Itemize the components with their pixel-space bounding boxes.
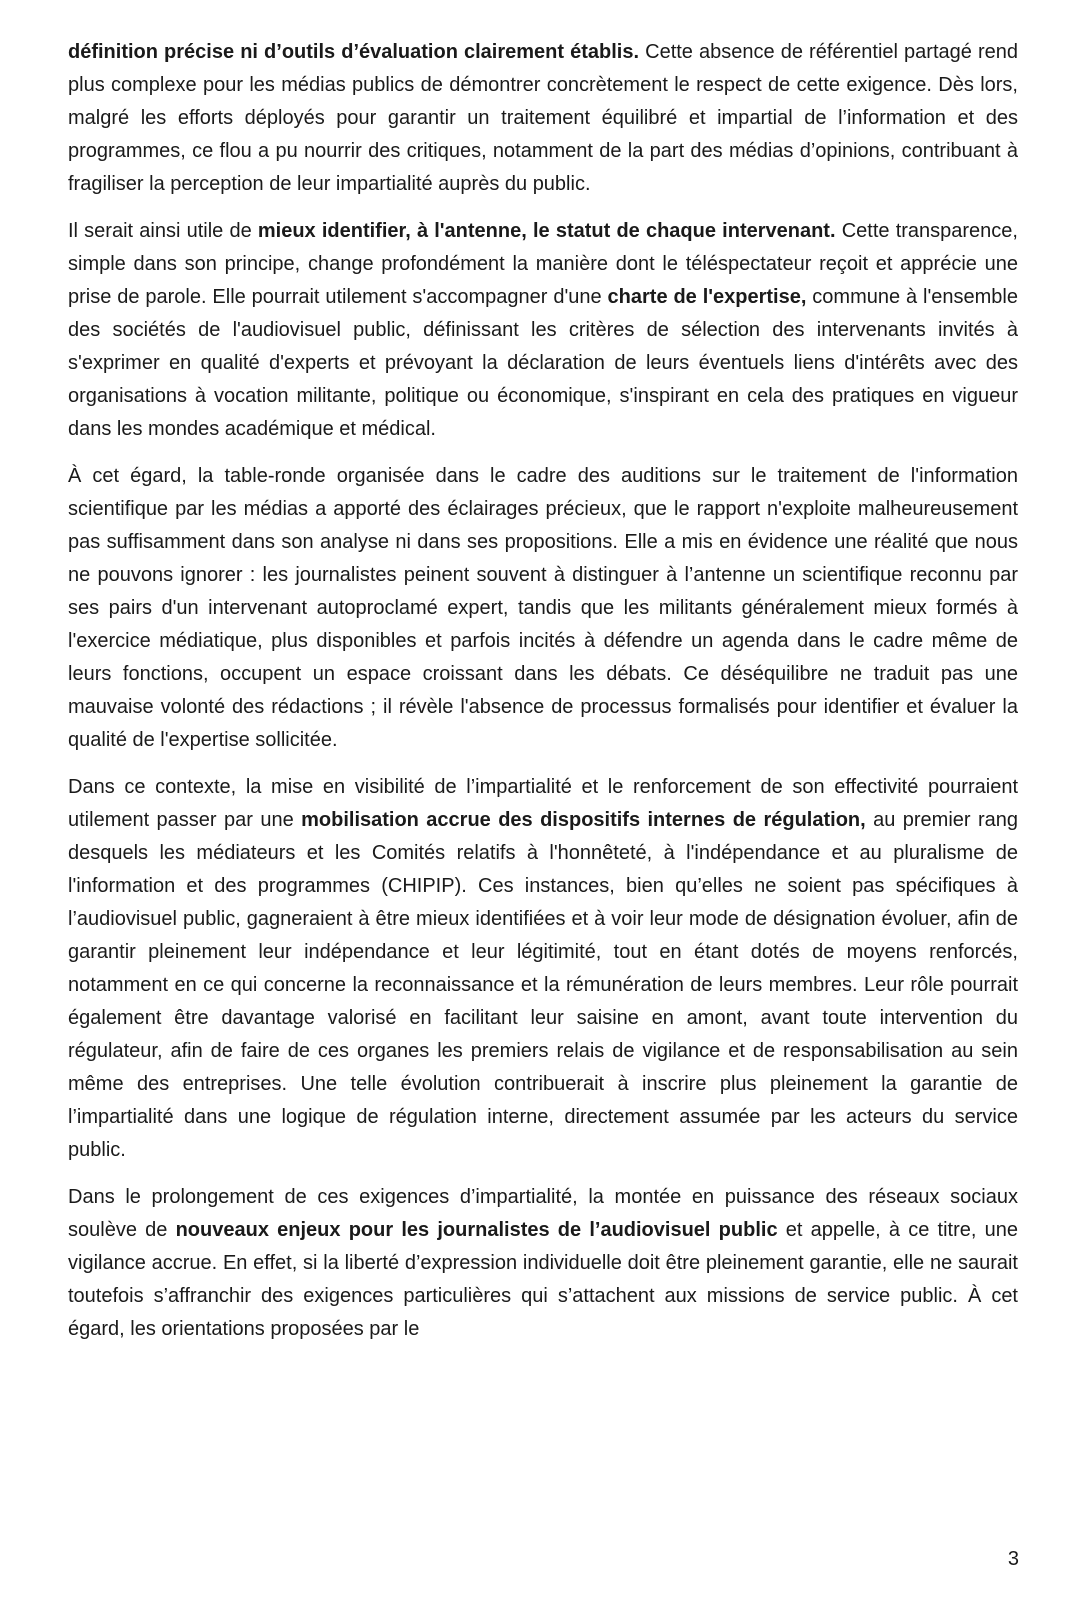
bold-text: mieux identifier, à l'antenne, le statut de chaque intervenant. <box>257 220 836 242</box>
page-number: 3 <box>1007 1548 1019 1570</box>
text: Cette absence de référentiel partagé rend plus complexe pour les médias publics de démontrer concrètement le respect de cette exigence. Dès lors, malgré les efforts déployés pour garantir un traitement équilibré et impartial de l’information et des programmes, ce flou a pu nourrir des critiques, notamment de la part des médias d’opinions, contribuant à fragiliser la perception de leur impartialité auprès du public. <box>68 41 1018 195</box>
text: Dans ce contexte, la mise en visibilité de l’impartialité et le renforcement de son effectivité pourraient utilement passer par une <box>68 776 1018 831</box>
bold-text: nouveaux enjeux pour les journalistes de l’audiovisuel public <box>175 1219 778 1241</box>
text: au premier rang desquels les médiateurs et les Comités relatifs à l'honnêteté, à l'indépendance et au pluralisme de l'information et des programmes (CHIPIP). Ces instances, bien qu’elles ne soient pas spécifiques à l’audiovisuel public, gagneraient à être mieux identifiées et à voir leur mode de désignation évoluer, afin de garantir pleinement leur indépendance et leur légitimité, tout en étant dotés de moyens renforcés, notamment en ce qui concerne la reconnaissance et la rémunération de leurs membres. Leur rôle pourrait également être davantage valorisé en facilitant leur saisine en amont, avant toute intervention du régulateur, afin de faire de ces organes les premiers relais de vigilance et de responsabilisation au sein même des entreprises. Une telle évolution contribuerait à inscrire plus pleinement la garantie de l’impartialité dans une logique de régulation interne, directement assumée par les acteurs du service public. <box>68 809 1018 1161</box>
text: commune à l'ensemble des sociétés de l'audiovisuel public, définissant les critères de sélection des intervenants invités à s'exprimer en qualité d'experts et prévoyant la déclaration de leurs éventuels liens d'intérêts avec des organisations à vocation militante, politique ou économique, s'inspirant en cela des pratiques en vigueur dans les mondes académique et médical. <box>68 286 1018 440</box>
paragraph <box>68 1181 1018 1346</box>
text: et appelle, à ce titre, une vigilance accrue. En effet, si la liberté d’expression individuelle doit être pleinement garantie, elle ne saurait toutefois s’affranchir des exigences particulières qui s’attachent aux missions de service public. À cet égard, les orientations proposées par le <box>68 1219 1019 1340</box>
bold-text: définition précise ni d’outils d’évaluation clairement établis. <box>68 41 640 63</box>
bold-text: charte de l'expertise, <box>607 286 807 308</box>
paragraph <box>68 771 1018 1167</box>
text: Cette transparence, simple dans son principe, change profondément la manière dont le téléspectateur reçoit et apprécie une prise de parole. Elle pourrait utilement s'accompagner d'une <box>68 220 1018 308</box>
document-body <box>68 36 1018 1346</box>
paragraph <box>68 215 1018 446</box>
paragraph <box>68 36 1018 201</box>
bold-text: mobilisation accrue des dispositifs internes de régulation, <box>301 809 866 831</box>
text: Dans le prolongement de ces exigences d’impartialité, la montée en puissance des réseaux sociaux soulève de <box>68 1186 1018 1241</box>
text: À cet égard, la table-ronde organisée dans le cadre des auditions sur le traitement de l'information scientifique par les médias a apporté des éclairages précieux, que le rapport n'exploite malheureusement pas suffisamment dans son analyse ni dans ses propositions. Elle a mis en évidence une réalité que nous ne pouvons ignorer : les journalistes peinent souvent à distinguer à l’antenne un scientifique reconnu par ses pairs d'un intervenant autoproclamé expert, tandis que les militants généralement mieux formés à l'exercice médiatique, plus disponibles et parfois incités à défendre un agenda dans le cadre même de leurs fonctions, occupent un espace croissant dans les débats. Ce déséquilibre ne traduit pas une mauvaise volonté des rédactions ; il révèle l'absence de processus formalisés pour identifier et évaluer la qualité de l'expertise sollicitée. <box>68 465 1018 751</box>
paragraph <box>68 460 1018 757</box>
text: Il serait ainsi utile de <box>68 220 258 242</box>
